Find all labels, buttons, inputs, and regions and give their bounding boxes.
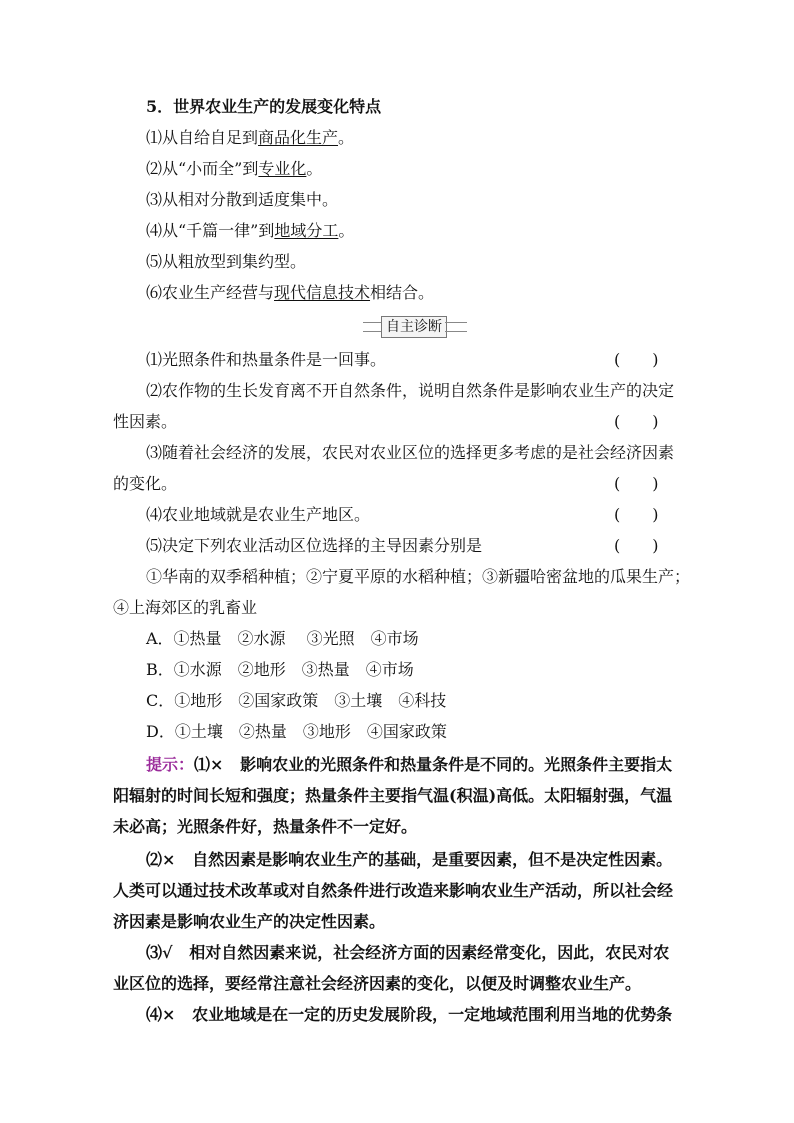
hint-text: 自然因素是影响农业生产的基础，是重要因素，但不是决定性因素。 — [192, 850, 673, 869]
option-d: D．①土壤 ②热量 ③地形 ④国家政策 — [146, 722, 447, 741]
hint-mark: ⑵× — [146, 850, 176, 869]
item-underlined: 商品化生产 — [258, 128, 339, 147]
answer-blank: ( ) — [614, 536, 659, 555]
hint-2-cont: 人类可以通过技术改革或对自然条件进行改造来影响农业生产活动，所以社会经 — [113, 881, 674, 900]
hint-mark: ⑷× — [146, 1005, 176, 1024]
banner-rule-right — [445, 322, 467, 332]
item-text: ⑵从“小而全”到 — [146, 159, 259, 178]
item-underlined: 现代信息技术 — [274, 283, 371, 302]
item-text: 。 — [338, 221, 355, 240]
question-2: ⑵农作物的生长发育离不开自然条件，说明自然条件是影响农业生产的决定 — [146, 381, 675, 400]
question-5: ⑸决定下列农业活动区位选择的主导因素分别是 — [146, 536, 483, 555]
question-3: ⑶随着社会经济的发展，农民对农业区位的选择更多考虑的是社会经济因素 — [146, 443, 675, 462]
item-text: ⑹农业生产经营与 — [146, 283, 275, 302]
hint-1-cont: 未必高；光照条件好，热量条件不一定好。 — [113, 817, 418, 836]
option-b: B．①水源 ②地形 ③热量 ④市场 — [146, 660, 414, 679]
hint-2 — [146, 850, 672, 870]
hint-mark: ⑶√ — [146, 943, 173, 962]
item-text: ⑴从自给自足到 — [146, 128, 259, 147]
question-2-cont: 性因素。 — [113, 412, 178, 431]
hint-1-cont: 阳辐射的时间长短和强度；热量条件主要指气温(积温)高低。太阳辐射强，气温 — [113, 786, 673, 805]
section-title: 5．世界农业生产的发展变化特点 — [146, 97, 382, 116]
answer-blank: ( ) — [614, 474, 659, 493]
hint-3 — [146, 943, 669, 963]
hint-text: 相对自然因素来说，社会经济方面的因素经常变化，因此，农民对农 — [189, 943, 670, 962]
answer-blank: ( ) — [614, 505, 659, 524]
option-c: C．①地形 ②国家政策 ③土壤 ④科技 — [146, 691, 447, 710]
list-item — [146, 283, 434, 303]
question-4: ⑷农业地域就是农业生产地区。 — [146, 505, 371, 524]
answer-blank: ( ) — [614, 350, 659, 369]
section-banner — [363, 316, 463, 338]
hint-text: 影响农业的光照条件和热量条件是不同的。光照条件主要指太 — [240, 755, 673, 774]
item-text: 相结合。 — [370, 283, 435, 302]
list-item — [146, 159, 322, 179]
item-text: 。 — [306, 159, 323, 178]
hint-2-cont: 济因素是影响农业生产的决定性因素。 — [113, 912, 386, 931]
item-text: ⑶从相对分散到适度集中。 — [146, 190, 339, 209]
banner-label: 自主诊断 — [381, 316, 447, 338]
hint-3-cont: 业区位的选择，要经常注意社会经济因素的变化，以便及时调整农业生产。 — [113, 974, 642, 993]
list-item — [146, 252, 306, 272]
list-item — [146, 221, 354, 241]
option-a: A．①热量 ②水源 ③光照 ④市场 — [146, 629, 419, 648]
hint-1 — [146, 755, 672, 775]
question-1: ⑴光照条件和热量条件是一回事。 — [146, 350, 387, 369]
question-3-cont: 的变化。 — [113, 474, 178, 493]
item-underlined: 地域分工 — [274, 221, 339, 240]
item-text: ⑸从粗放型到集约型。 — [146, 252, 307, 271]
hint-text: 农业地域是在一定的历史发展阶段，一定地域范围利用当地的优势条 — [192, 1005, 673, 1024]
list-item — [146, 190, 338, 210]
list-item — [146, 128, 354, 148]
question-5-desc: ①华南的双季稻种植；②宁夏平原的水稻种植；③新疆哈密盆地的瓜果生产； — [146, 567, 691, 586]
answer-blank: ( ) — [614, 412, 659, 431]
item-text: ⑷从“千篇一律”到 — [146, 221, 275, 240]
hint-4 — [146, 1005, 672, 1025]
item-text: 。 — [338, 128, 355, 147]
hint-mark: ⑴× — [194, 755, 224, 774]
hint-label: 提示： — [146, 755, 195, 774]
question-5-desc-cont: ④上海郊区的乳畜业 — [113, 598, 258, 617]
item-underlined: 专业化 — [258, 159, 307, 178]
